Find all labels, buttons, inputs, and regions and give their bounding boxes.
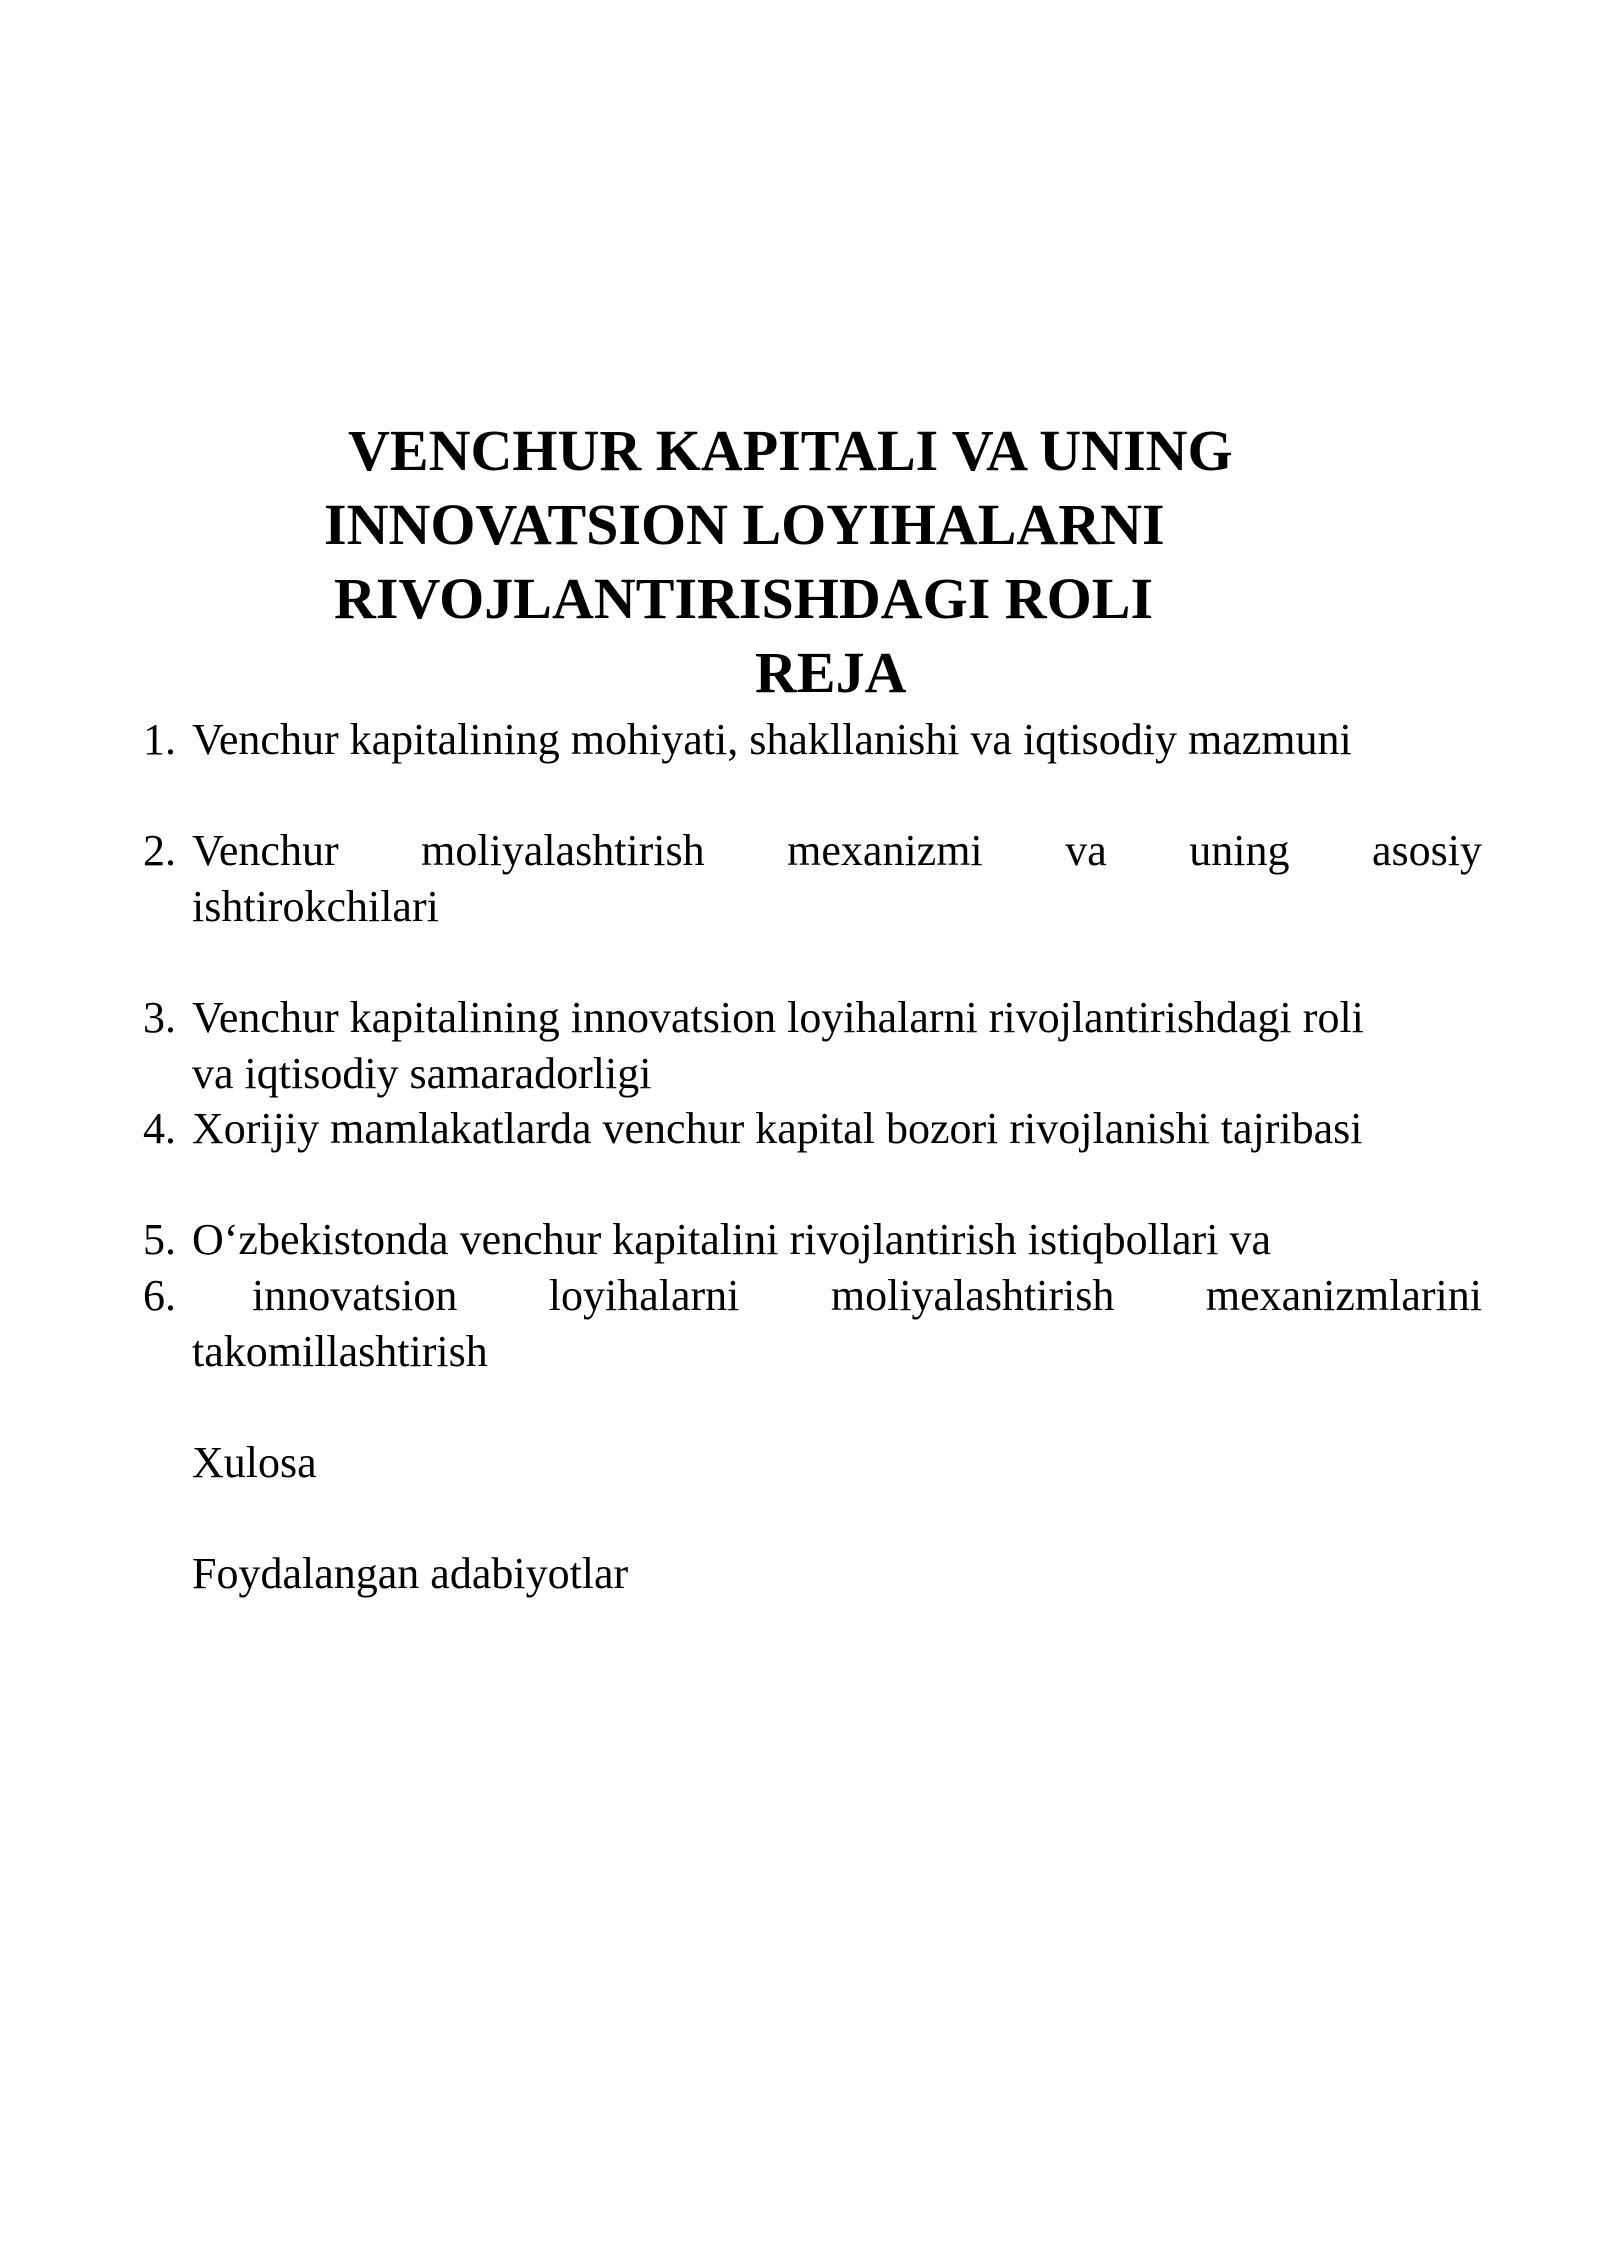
justified-word: va xyxy=(1065,826,1107,875)
plan-item-number: 4. xyxy=(143,1104,176,1153)
plan-item-text: ishtirokchilari xyxy=(192,882,439,931)
justified-word: mexanizmlarini xyxy=(1205,1271,1482,1320)
plan-item-number: 2. xyxy=(143,826,176,875)
justified-word: loyihalarni xyxy=(548,1271,740,1320)
plan-item-text: Venchur kapitalining innovatsion loyihalarni rivojlantirishdagi roli xyxy=(192,993,1364,1042)
plan-item-text: O‘zbekistonda venchur kapitalini rivojlantirish istiqbollari va xyxy=(192,1215,1271,1264)
plan-item-text-justified xyxy=(192,823,1482,879)
title-line-3: RIVOJLANTIRISHDAGI ROLI xyxy=(334,566,1154,631)
justified-word: mexanizmi xyxy=(787,826,983,875)
justified-word: moliyalashtirish xyxy=(830,1271,1115,1320)
references-entry: Foydalangan adabiyotlar xyxy=(192,1549,629,1598)
plan-item-number: 3. xyxy=(143,993,176,1042)
plan-item-text: va iqtisodiy samaradorligi xyxy=(192,1049,652,1098)
plan-item-text-justified xyxy=(252,1268,1482,1324)
conclusion-entry: Xulosa xyxy=(192,1438,317,1487)
justified-word: uning xyxy=(1189,826,1290,875)
justified-word: asosiy xyxy=(1371,826,1482,875)
title-line-2: INNOVATSION LOYIHALARNI xyxy=(324,492,1165,557)
plan-item-number: 1. xyxy=(143,715,176,764)
plan-item-text: Venchur kapitalining mohiyati, shakllanishi va iqtisodiy mazmuni xyxy=(192,715,1352,764)
plan-item-text: takomillashtirish xyxy=(192,1327,488,1376)
justified-word: Venchur xyxy=(192,826,339,875)
justified-word: innovatsion xyxy=(252,1271,458,1320)
justified-word: moliyalashtirish xyxy=(421,826,705,875)
plan-item-number: 5. xyxy=(143,1215,176,1264)
plan-item-number: 6. xyxy=(143,1271,176,1320)
plan-heading: REJA xyxy=(755,640,907,705)
title-line-1: VENCHUR KAPITALI VA UNING xyxy=(348,418,1233,483)
plan-item-text: Xorijiy mamlakatlarda venchur kapital bozori rivojlanishi tajribasi xyxy=(192,1104,1363,1153)
